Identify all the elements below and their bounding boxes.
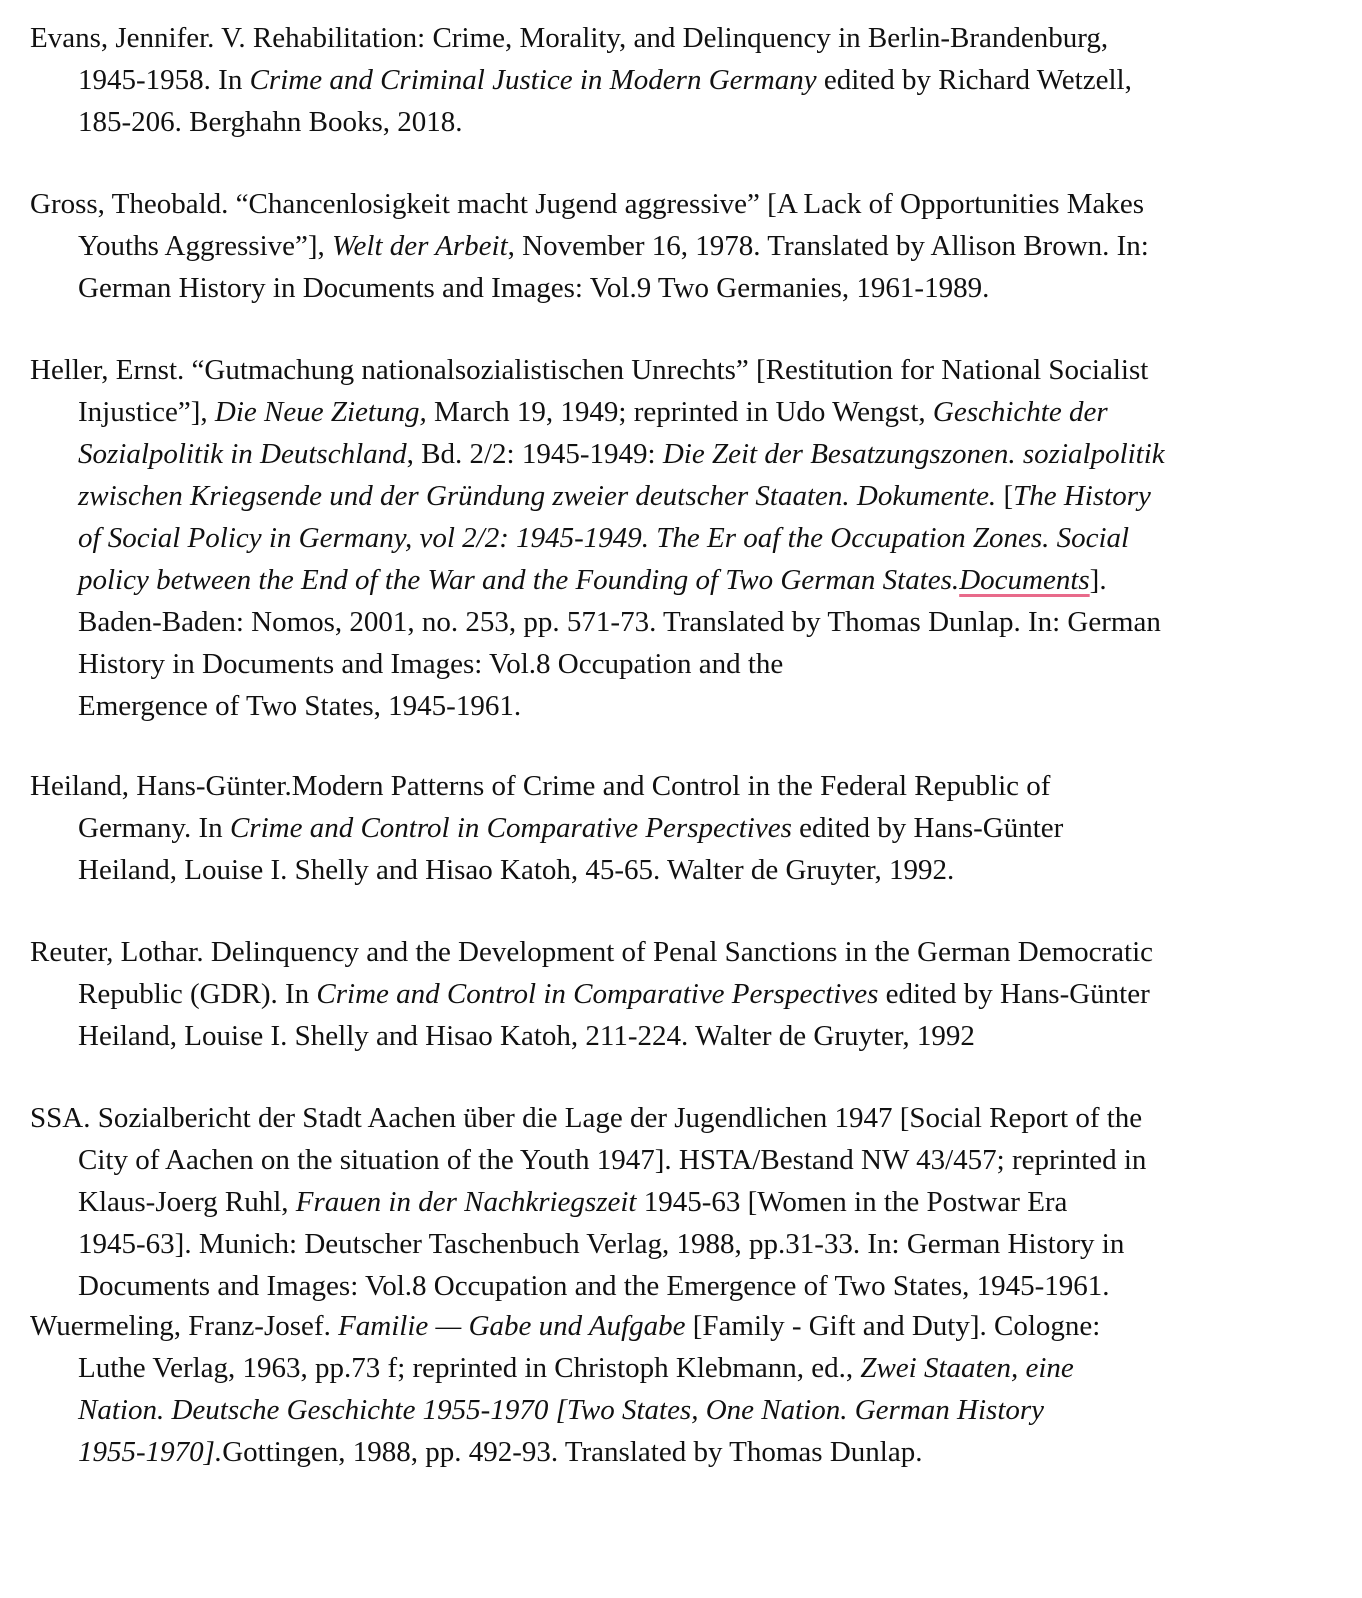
entry-text: Gottingen, 1988, pp. 492-93. Translated by Thomas Dunlap.: [222, 1436, 923, 1468]
entry-text: Reuter, Lothar. Delinquency and the Development of Penal Sanctions in the German Democratic: [30, 936, 1154, 968]
entry-text: Germany. In: [78, 812, 230, 844]
translated-title: policy between the End of the War and the Founding of Two German States.: [78, 564, 960, 596]
book-title: Crime and Control in Comparative Perspectives: [229, 812, 792, 844]
entry-line: [30, 1097, 1340, 1139]
entry-line: [30, 849, 1340, 891]
entry-line: [30, 1139, 1340, 1181]
book-title: Crime and Control in Comparative Perspectives: [316, 978, 879, 1010]
entry-text: Heiland, Hans-Günter.Modern Patterns of Crime and Control in the Federal Republic of: [30, 770, 1051, 802]
entry-text: edited by Hans-Günter: [878, 978, 1150, 1010]
entry-line: [30, 1347, 1340, 1389]
entry-line: [30, 807, 1340, 849]
entry-text: Documents and Images: Vol.8 Occupation and the Emergence of Two States, 1945-1961.: [78, 1270, 1110, 1302]
entry-text: 1945-63 [Women in the Postwar Era: [636, 1186, 1068, 1218]
entry-text: History in Documents and Images: Vol.8 Occupation and the: [78, 648, 784, 680]
entry-line: [30, 931, 1340, 973]
entry-line: [30, 17, 1340, 59]
entry-text: Heller, Ernst. “Gutmachung nationalsozialistischen Unrechts” [Restitution for National Socialist: [30, 354, 1149, 386]
entry-text: 1945-63]. Munich: Deutscher Taschenbuch Verlag, 1988, pp.31-33. In: German History in: [78, 1228, 1125, 1260]
entry-text: Heiland, Louise I. Shelly and Hisao Katoh, 45-65. Walter de Gruyter, 1992.: [78, 854, 955, 886]
entry-line: [30, 1305, 1340, 1347]
entry-text: Emergence of Two States, 1945-1961.: [78, 690, 522, 722]
entry-text: Klaus-Joerg Ruhl,: [78, 1186, 296, 1218]
reference-entry-wuermeling: [30, 1305, 1340, 1473]
book-title: Geschichte der: [932, 396, 1108, 428]
entry-text: ].: [1089, 564, 1107, 596]
book-title: Frauen in der Nachkriegszeit: [295, 1186, 637, 1218]
publication-title: Die Neue Zietung,: [214, 396, 427, 428]
translated-title: The History: [1013, 480, 1151, 512]
entry-line: [30, 973, 1340, 1015]
entry-text: , November 16, 1978. Translated by Allison Brown. In:: [507, 230, 1149, 262]
entry-line: [30, 643, 1340, 685]
book-title: Crime and Criminal Justice in Modern Germany: [249, 64, 817, 96]
entry-text: Youths Aggressive”],: [78, 230, 333, 262]
entry-line: [30, 1015, 1340, 1057]
book-title: Zwei Staaten, eine: [860, 1352, 1074, 1384]
entry-line: [30, 433, 1340, 475]
reference-entry-gross: [30, 183, 1340, 309]
entry-text: Injustice”],: [78, 396, 215, 428]
entry-line: [30, 685, 1340, 727]
entry-text: Luthe Verlag, 1963, pp.73 f; reprinted in Christoph Klebmann, ed.,: [78, 1352, 861, 1384]
entry-text: Heiland, Louise I. Shelly and Hisao Katoh, 211-224. Walter de Gruyter, 1992: [78, 1020, 975, 1052]
entry-text: 1945-1958. In: [78, 64, 250, 96]
entry-line: [30, 1181, 1340, 1223]
entry-text: edited by Richard Wetzell,: [816, 64, 1132, 96]
book-title: Familie — Gabe und Aufgabe: [338, 1310, 686, 1342]
entry-line: [30, 1431, 1340, 1473]
reference-entry-evans: [30, 17, 1340, 143]
entry-text: Gross, Theobald. “Chancenlosigkeit macht Jugend aggressive” [A Lack of Opportunities Makes: [30, 188, 1145, 220]
book-title: Sozialpolitik in Deutschland: [78, 438, 407, 470]
entry-line: [30, 1223, 1340, 1265]
entry-line: [30, 765, 1340, 807]
entry-text: City of Aachen on the situation of the Youth 1947]. HSTA/Bestand NW 43/457; reprinted in: [78, 1144, 1147, 1176]
reference-entry-heller: [30, 349, 1340, 727]
entry-line: [30, 1265, 1340, 1307]
publication-title: Welt der Arbeit: [332, 230, 508, 262]
entry-text: Evans, Jennifer. V. Rehabilitation: Crime, Morality, and Delinquency in Berlin-Brandenburg,: [30, 22, 1109, 54]
entry-line: [30, 183, 1340, 225]
entry-line: [30, 1389, 1340, 1431]
entry-line: [30, 517, 1340, 559]
reference-entry-reuter: [30, 931, 1340, 1057]
entry-line: [30, 101, 1340, 143]
entry-line: [30, 559, 1340, 601]
entry-text: 185-206. Berghahn Books, 2018.: [78, 106, 463, 138]
translated-title: of Social Policy in Germany, vol 2/2: 1945-1949. The Er oaf the Occupation Zones. Social: [78, 522, 1130, 554]
book-subtitle: zwischen Kriegsende und der Gründung zweier deutscher Staaten. Dokumente.: [78, 480, 997, 512]
entry-text: Baden-Baden: Nomos, 2001, no. 253, pp. 571-73. Translated by Thomas Dunlap. In: German: [78, 606, 1161, 638]
book-title: Nation. Deutsche Geschichte 1955-1970 [Two States, One Nation. German History: [78, 1394, 1045, 1426]
entry-text: , Bd. 2/2: 1945-1949:: [406, 438, 663, 470]
entry-text: German History in Documents and Images: Vol.9 Two Germanies, 1961-1989.: [78, 272, 990, 304]
entry-text: [Family - Gift and Duty]. Cologne:: [685, 1310, 1101, 1342]
entry-text: March 19, 1949; reprinted in Udo Wengst,: [426, 396, 933, 428]
entry-line: [30, 349, 1340, 391]
entry-text: edited by Hans-Günter: [791, 812, 1064, 844]
entry-text: Wuermeling, Franz-Josef.: [30, 1310, 339, 1342]
reference-entry-ssa: [30, 1097, 1340, 1307]
entry-line: [30, 267, 1340, 309]
reference-entry-heiland: [30, 765, 1340, 891]
entry-line: [30, 601, 1340, 643]
entry-line: [30, 59, 1340, 101]
entry-text: Republic (GDR). In: [78, 978, 317, 1010]
book-title: 1955-1970].: [78, 1436, 223, 1468]
entry-text: SSA. Sozialbericht der Stadt Aachen über die Lage der Jugendlichen 1947 [Social Report of the: [30, 1102, 1143, 1134]
book-subtitle: Die Zeit der Besatzungszonen. sozialpolitik: [662, 438, 1165, 470]
entry-line: [30, 225, 1340, 267]
entry-line: [30, 391, 1340, 433]
entry-text: [: [996, 480, 1014, 512]
spellcheck-flagged-word[interactable]: Documents: [959, 564, 1090, 596]
entry-line: [30, 475, 1340, 517]
